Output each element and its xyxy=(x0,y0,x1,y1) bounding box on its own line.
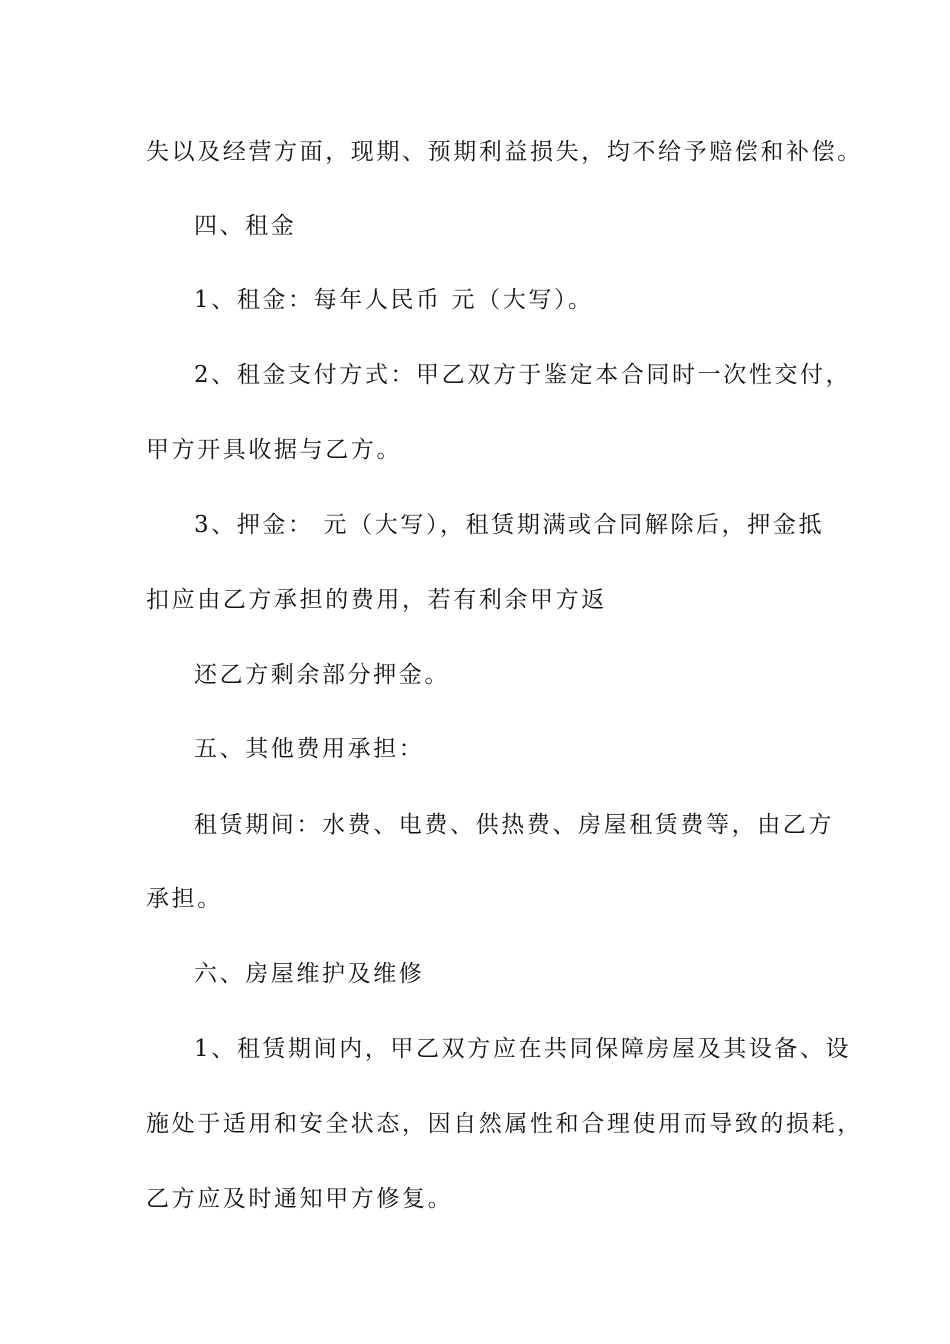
text-line-utilities: 租赁期间：水费、电费、供热费、房屋租赁费等，由乙方 xyxy=(194,812,834,838)
text-line-deposit: 3、押金： 元（大写），租赁期满或合同解除后，押金抵 xyxy=(194,512,825,538)
text-line-payment-method: 2、租金支付方式：甲乙双方于鉴定本合同时一次性交付， xyxy=(194,362,852,388)
text-line-wear-and-tear: 施处于适用和安全状态，因自然属性和合理使用而导致的损耗， xyxy=(146,1111,863,1137)
text-line-deposit-deduction: 扣应由乙方承担的费用，若有利余甲方返 xyxy=(146,587,607,613)
text-line-rent-amount: 1、租金：每年人民币 元（大写）。 xyxy=(194,287,594,313)
text-line-notify-repair: 乙方应及时通知甲方修复。 xyxy=(146,1186,454,1212)
text-line-loss-clause: 失以及经营方面，现期、预期利益损失，均不给予赔偿和补偿。 xyxy=(146,139,863,165)
section-heading-rent: 四、租金 xyxy=(194,213,297,239)
text-line-borne-by: 承担。 xyxy=(146,886,223,912)
text-line-receipt: 甲方开具收据与乙方。 xyxy=(146,437,402,463)
section-heading-other-fees: 五、其他费用承担： xyxy=(194,736,425,762)
text-line-maintenance-duty: 1、租赁期间内，甲乙双方应在共同保障房屋及其设备、设 xyxy=(194,1036,852,1062)
text-line-deposit-return: 还乙方剩余部分押金。 xyxy=(194,662,450,688)
section-heading-maintenance: 六、房屋维护及维修 xyxy=(194,961,425,987)
